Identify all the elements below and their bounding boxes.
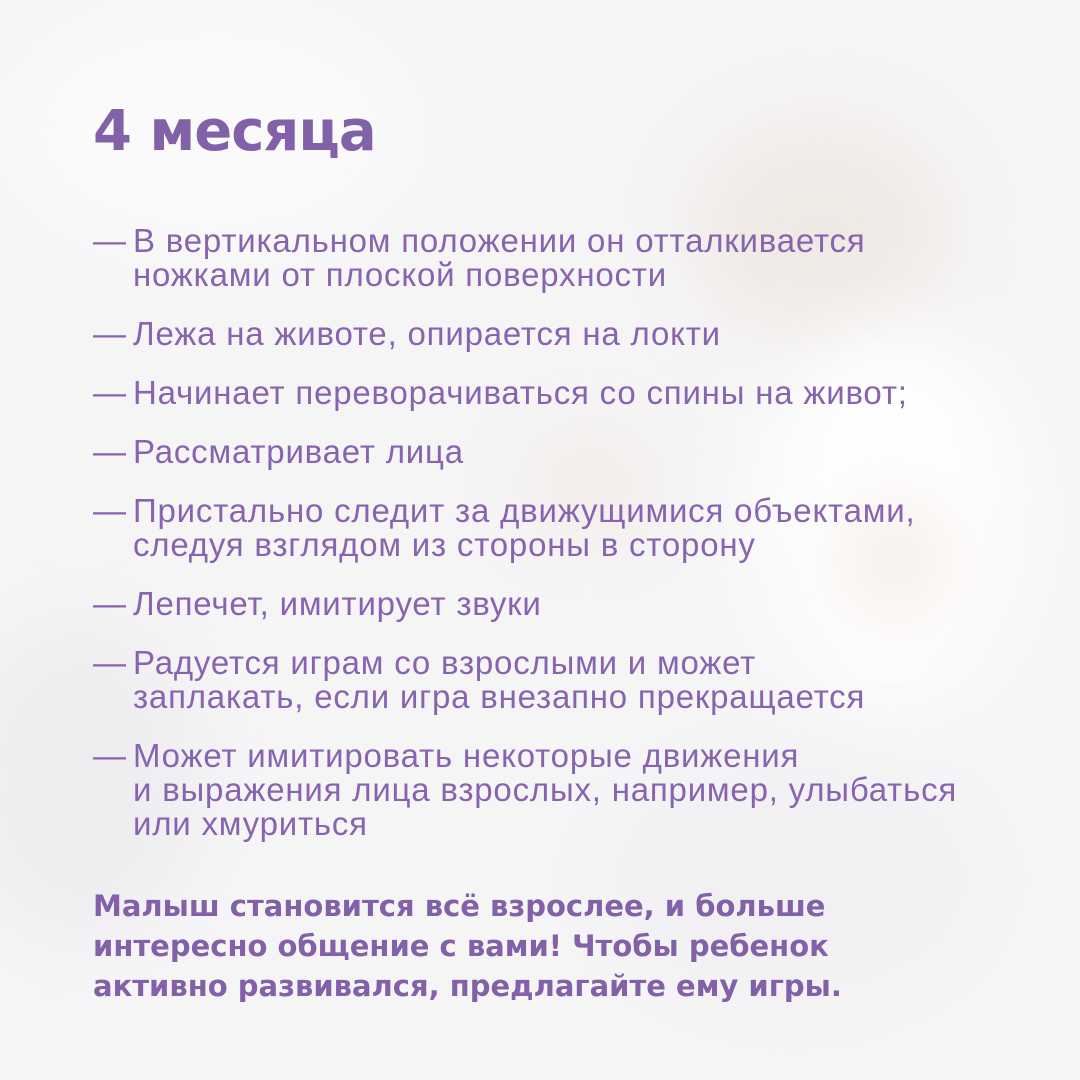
milestone-text: Лежа на животе, опирается на локти xyxy=(133,315,721,352)
milestone-item xyxy=(93,435,1073,469)
dash-bullet: — xyxy=(93,374,127,411)
milestone-item xyxy=(93,224,1073,292)
milestone-item xyxy=(93,494,1073,562)
milestone-item xyxy=(93,646,1073,714)
milestone-list xyxy=(93,224,1073,841)
dash-bullet: — xyxy=(93,644,127,681)
dash-bullet: — xyxy=(93,585,127,622)
milestone-text: Начинает переворачиваться со спины на живот; xyxy=(133,374,908,411)
milestone-item xyxy=(93,376,1073,410)
milestone-text: Пристально следит за движущимися объектами, следуя взглядом из стороны в сторону xyxy=(133,492,916,563)
milestone-text: В вертикальном положении он отталкивается ножками от плоской поверхности xyxy=(133,222,866,293)
dash-bullet: — xyxy=(93,737,127,774)
closing-note: Малыш становится всё взрослее, и больше интересно общение с вами! Чтобы ребенок активно развивался, предлагайте ему игры. xyxy=(93,889,842,1003)
page-title: 4 месяца xyxy=(93,99,376,164)
milestone-text: Рассматривает лица xyxy=(133,433,464,470)
milestone-text: Лепечет, имитирует звуки xyxy=(133,585,542,622)
dash-bullet: — xyxy=(93,315,127,352)
milestone-item xyxy=(93,739,1073,841)
milestone-text: Радуется играм со взрослыми и может заплакать, если игра внезапно прекращается xyxy=(133,644,866,715)
milestone-item xyxy=(93,587,1073,621)
dash-bullet: — xyxy=(93,492,127,529)
dash-bullet: — xyxy=(93,433,127,470)
milestone-text: Может имитировать некоторые движения и выражения лица взрослых, например, улыбаться или хмуриться xyxy=(133,737,958,842)
milestone-item xyxy=(93,317,1073,351)
dash-bullet: — xyxy=(93,222,127,259)
